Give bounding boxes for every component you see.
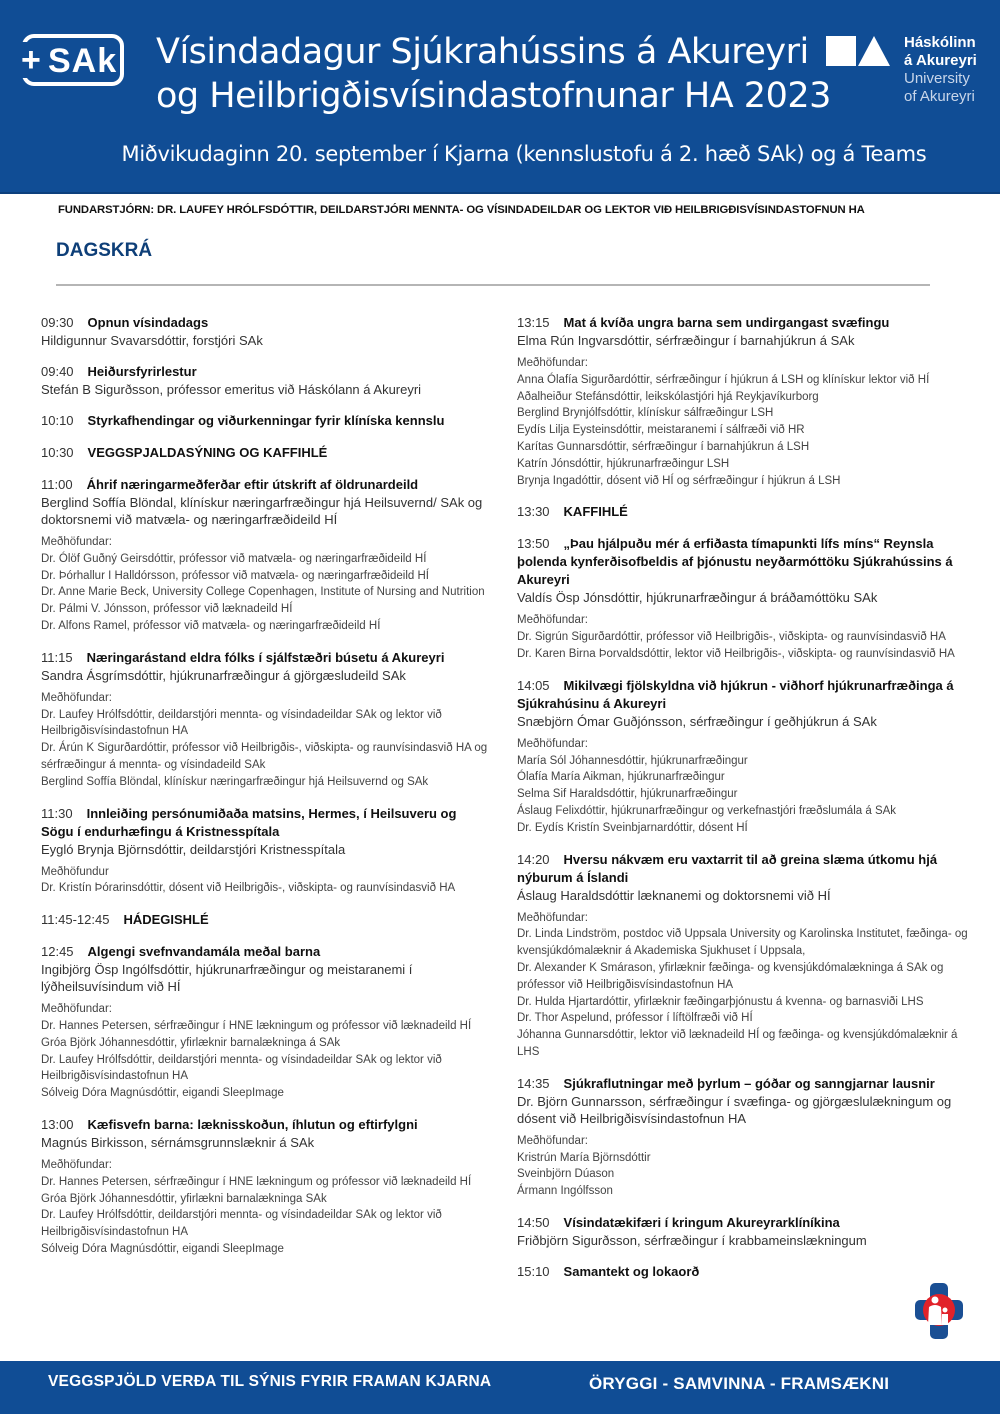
- coauthor: Dr. Pálmi V. Jónsson, prófessor við læknadeild HÍ: [41, 603, 293, 616]
- schedule-title: „Þau hjálpuðu mér á erfiðasta tímapunkti lífs míns“ Reynsla þolenda kynferðisofbeldis af þjónustu neyðarmóttöku Sjúkrahússins á Akureyri: [517, 536, 953, 588]
- schedule-item-header: [41, 649, 491, 667]
- schedule-item: [41, 363, 491, 398]
- schedule-title: HÁDEGISHLÉ: [123, 912, 209, 928]
- schedule-time: 14:05: [517, 677, 550, 693]
- coauthors-block: [517, 612, 982, 662]
- schedule-time: 11:30: [41, 805, 73, 821]
- schedule-title: Samantekt og lokaorð: [563, 1263, 700, 1279]
- coauthor: Selma Sif Haraldsdóttir, hjúkrunarfræðingur: [517, 788, 738, 801]
- university-name-line-2: á Akureyri: [904, 52, 977, 69]
- university-name-line-4: of Akureyri: [904, 88, 975, 105]
- coauthors-block: [41, 864, 491, 898]
- schedule-speaker: Eygló Brynja Björnsdóttir, deildarstjóri Kristnesspítala: [41, 841, 346, 857]
- schedule-item: [517, 535, 982, 662]
- coauthor: Brynja Ingadóttir, dósent við HÍ og sérfræðingur í hjúkrun á LSH: [517, 474, 841, 487]
- schedule-time: 12:45: [41, 944, 74, 960]
- schedule-speaker: Valdís Ösp Jónsdóttir, hjúkrunarfræðingur á bráðamóttöku SAk: [517, 590, 878, 606]
- coauthor: Aðalheiður Stefánsdóttir, leikskólastjóri hjá Reykjavíkurborg: [517, 390, 819, 403]
- title-line-1: Vísindadagur Sjúkrahússins á Akureyri: [156, 32, 809, 72]
- schedule-item: [41, 943, 491, 1102]
- schedule-item-header: [41, 1116, 491, 1134]
- coauthor: Sólveig Dóra Magnúsdóttir, eigandi SleepImage: [41, 1087, 284, 1100]
- schedule-title: Mikilvægi fjölskyldna við hjúkrun - viðhorf hjúkrunarfræðinga á Sjúkrahúsinu á Akureyri: [517, 677, 954, 711]
- schedule-title: Opnun vísindadags: [87, 315, 209, 330]
- coauthors-block: [517, 355, 982, 489]
- coauthor: Kristrún María Björnsdóttir: [517, 1151, 651, 1164]
- coauthor: Áslaug Felixdóttir, hjúkrunarfræðingur og verkefnastjóri fræðslumála á SAk: [517, 804, 897, 817]
- schedule-title: Hversu nákvæm eru vaxtarrit til að greina slæma útkomu hjá nýburum á Íslandi: [517, 851, 938, 885]
- schedule-time: 13:30: [517, 504, 550, 520]
- coauthor: Berglind Brynjólfsdóttir, klínískur sálfræðingur LSH: [517, 407, 774, 420]
- schedule-time: 14:50: [517, 1214, 550, 1230]
- section-title: DAGSKRÁ: [56, 240, 153, 261]
- schedule-item-header: [41, 476, 491, 494]
- triangle-icon: [858, 36, 890, 66]
- coauthors-block: [41, 1001, 491, 1102]
- schedule-item: [41, 412, 491, 430]
- sak-logo: [22, 34, 124, 86]
- coauthor: Sveinbjörn Dúason: [517, 1168, 615, 1181]
- schedule-item-header: [41, 805, 491, 841]
- schedule-item-header: [41, 444, 491, 462]
- schedule-speaker: Sandra Ásgrímsdóttir, hjúkrunarfræðingur á gjörgæsludeild SAk: [41, 667, 406, 683]
- schedule-title: Styrkafhendingar og viðurkenningar fyrir klíníska kennslu: [87, 413, 445, 428]
- event-subtitle: Miðvikudaginn 20. september í Kjarna (kennslustofu á 2. hæð SAk) og á Teams: [121, 142, 927, 166]
- schedule-item-header: [41, 412, 491, 430]
- schedule-item: [517, 1263, 982, 1281]
- schedule-title: Algengi svefnvandamála meðal barna: [87, 944, 321, 960]
- coauthors-block: [517, 736, 982, 837]
- schedule-title: Næringarástand eldra fólks í sjálfstæðri búsetu á Akureyri: [86, 649, 445, 665]
- schedule-time: 15:10: [517, 1263, 550, 1279]
- coauthors-label: Meðhöfundar:: [517, 357, 588, 369]
- schedule-item-header: [41, 943, 491, 961]
- schedule-speaker: Stefán B Sigurðsson, prófessor emeritus við Háskólann á Akureyri: [41, 382, 422, 397]
- schedule-speaker: Snæbjörn Ómar Guðjónsson, sérfræðingur í geðhjúkrun á SAk: [517, 713, 877, 729]
- footer-banner: [0, 1361, 1000, 1414]
- schedule-title: Vísindatækifæri í kringum Akureyrarklíníkina: [563, 1214, 840, 1230]
- schedule-time: 10:30: [41, 445, 74, 460]
- medical-cross-family-icon: [915, 1283, 963, 1339]
- meeting-chair: FUNDARSTJÓRN: DR. LAUFEY HRÓLFSDÓTTIR, DEILDARSTJÓRI MENNTA- OG VÍSINDADEILDAR OG LEKTOR VIÐ HEILBRIGÐISVÍSINDASTOFNUN HA: [58, 204, 865, 216]
- coauthor: Gróa Björk Jóhannesdóttir, yfirlæknir barnalækninga á SAk: [41, 1036, 341, 1049]
- schedule-speaker: Elma Rún Ingvarsdóttir, sérfræðingur í barnahjúkrun á SAk: [517, 333, 855, 348]
- coauthor: Berglind Soffía Blöndal, klínískur næringarfræðingur hjá Heilsuvernd og SAk: [41, 775, 429, 788]
- sak-logo-text: SAk: [48, 42, 118, 80]
- coauthor: Katrín Jónsdóttir, hjúkrunarfræðingur LSH: [517, 457, 730, 470]
- coauthor: Ármann Ingólfsson: [517, 1185, 613, 1198]
- schedule-item-header: [41, 363, 491, 381]
- schedule-speaker: Friðbjörn Sigurðsson, sérfræðingur í krabbameinslækningum: [517, 1232, 867, 1248]
- schedule-item: [41, 649, 491, 791]
- header-banner: [0, 0, 1000, 194]
- schedule-item-header: [517, 314, 982, 332]
- title-line-2: og Heilbrigðisvísindastofnunar HA 2023: [156, 76, 831, 116]
- event-title: [156, 30, 831, 118]
- coauthor: Karítas Gunnarsdóttir, sérfræðingur í barnahjúkrun á LSH: [517, 440, 810, 453]
- schedule-item-header: [517, 1075, 982, 1093]
- schedule-item: [41, 444, 491, 462]
- coauthors-label: Meðhöfundar:: [517, 911, 588, 924]
- coauthors-block: [41, 534, 491, 635]
- plus-icon: +: [21, 41, 41, 79]
- coauthor: Dr. Hannes Petersen, sérfræðingur í HNE lækningum og prófessor við læknadeild HÍ: [41, 1175, 472, 1188]
- coauthors-label: Meðhöfundar:: [517, 1134, 588, 1147]
- coauthors-label: Meðhöfundar:: [517, 614, 588, 627]
- coauthors-label: Meðhöfundur: [41, 865, 109, 878]
- schedule-title: Mat á kvíða ungra barna sem undirgangast svæfingu: [563, 315, 890, 330]
- schedule-time: 10:10: [41, 413, 74, 428]
- coauthor: Dr. Thor Aspelund, prófessor í líftölfræði við HÍ: [517, 1012, 753, 1025]
- coauthor: Anna Ólafía Sigurðardóttir, sérfræðingur í hjúkrun á LSH og klínískur lektor við HÍ: [517, 373, 930, 386]
- coauthors-block: [517, 910, 982, 1061]
- coauthor: Dr. Hulda Hjartardóttir, yfirlæknir fæðingarþjónustu á kvenna- og barnasviði LHS: [517, 995, 924, 1008]
- coauthor: Dr. Alfons Ramel, prófessor við matvæla- og næringarfræðideild HÍ: [41, 619, 381, 632]
- schedule-item-header: [41, 911, 491, 929]
- schedule-speaker: Hildigunnur Svavarsdóttir, forstjóri SAk: [41, 333, 263, 348]
- university-name-line-1: Háskólinn: [904, 34, 976, 51]
- schedule-title: KAFFIHLÉ: [563, 504, 628, 520]
- coauthor: Dr. Laufey Hrólfsdóttir, deildarstjóri mennta- og vísindadeildar SAk og lektor við Heilbrigðisvísindastofnun HA: [41, 1053, 442, 1083]
- schedule-item-header: [517, 677, 982, 713]
- schedule-time: 11:15: [41, 649, 73, 665]
- university-name-line-3: University: [904, 70, 970, 87]
- coauthors-block: [41, 1157, 491, 1258]
- schedule-time: 13:00: [41, 1116, 74, 1132]
- schedule-title: Sjúkraflutningar með þyrlum – góðar og sanngjarnar lausnir: [563, 1075, 935, 1091]
- schedule-item: [41, 805, 491, 898]
- coauthors-label: Meðhöfundar:: [41, 691, 112, 704]
- coauthor: Dr. Eydís Kristín Sveinbjarnardóttir, dósent HÍ: [517, 821, 748, 834]
- schedule-speaker: Berglind Soffía Blöndal, klínískur næringarfræðingur hjá Heilsuvernd/ SAk og doktorsnemi við matvæla- og næringarfræðideild HÍ: [41, 495, 483, 527]
- schedule-item: [517, 1075, 982, 1200]
- schedule-item: [517, 503, 982, 521]
- schedule-time: 11:00: [41, 477, 73, 492]
- footer-slogan: ÖRYGGI - SAMVINNA - FRAMSÆKNI: [589, 1374, 890, 1393]
- schedule-item-header: [517, 535, 982, 589]
- schedule-item-header: [517, 503, 982, 521]
- schedule-item: [41, 314, 491, 349]
- schedule-item: [41, 476, 491, 635]
- schedule-title: Innleiðing persónumiðaða matsins, Hermes, í Heilsuveru og Sögu í endurhæfingu á Kristnesspítala: [41, 805, 457, 839]
- coauthor: Dr. Kristín Þórarinsdóttir, dósent við Heilbrigðis-, viðskipta- og raunvísindasvið HA: [41, 882, 456, 895]
- coauthor: Sólveig Dóra Magnúsdóttir, eigandi SleepImage: [41, 1242, 284, 1255]
- schedule-time: 09:30: [41, 315, 74, 330]
- university-logo-text: [904, 34, 1000, 106]
- schedule-speaker: Áslaug Haraldsdóttir læknanemi og doktorsnemi við HÍ: [517, 887, 831, 903]
- coauthor: Dr. Hannes Petersen, sérfræðingur í HNE lækningum og prófessor við læknadeild HÍ: [41, 1019, 472, 1032]
- schedule-left-column: [41, 314, 491, 1272]
- schedule-title: Heiðursfyrirlestur: [87, 364, 197, 379]
- coauthors-block: [41, 690, 491, 791]
- schedule-item: [41, 911, 491, 929]
- coauthor: Dr. Laufey Hrólfsdóttir, deildarstjóri mennta- og vísindadeildar SAk og lektor við Heilbrigðisvísindastofnun HA: [41, 708, 442, 738]
- schedule-item: [517, 677, 982, 837]
- schedule-time: 14:20: [517, 851, 550, 867]
- coauthor: Dr. Karen Birna Þorvaldsdóttir, lektor við Heilbrigðis-, viðskipta- og raunvísindasvið HA: [517, 647, 955, 660]
- schedule-time: 11:45-12:45: [41, 912, 110, 928]
- coauthors-block: [517, 1133, 982, 1200]
- schedule-time: 14:35: [517, 1075, 550, 1091]
- coauthor: Dr. Ólöf Guðný Geirsdóttir, prófessor við matvæla- og næringarfræðideild HÍ: [41, 552, 427, 565]
- coauthor: Dr. Árún K Sigurðardóttir, prófessor við Heilbrigðis-, viðskipta- og raunvísindasvið HA og sérfræðingur á mennta- og vísindadeild SAk: [41, 742, 488, 771]
- coauthor: María Sól Jóhannesdóttir, hjúkrunarfræðingur: [517, 754, 748, 767]
- schedule-time: 13:50: [517, 536, 550, 552]
- schedule-right-column: [517, 314, 982, 1295]
- schedule-title: Áhrif næringarmeðferðar eftir útskrift af öldrunardeild: [86, 477, 419, 492]
- schedule-speaker: Dr. Björn Gunnarsson, sérfræðingur í svæfinga- og gjörgæslulækningum og dósent við Heilbrigðisvísindastofnun HA: [517, 1093, 952, 1126]
- coauthor: Dr. Linda Lindström, postdoc við Uppsala University og Karolinska Institutet, fæðinga- og kvensjúkdómalæknir á Akademiska Sjukhuset í Uppsala,: [517, 928, 968, 958]
- coauthors-label: Meðhöfundar:: [41, 536, 112, 548]
- coauthors-label: Meðhöfundar:: [517, 737, 588, 750]
- coauthor: Dr. Þórhallur I Halldórsson, prófessor við matvæla- og næringarfræðideild HÍ: [41, 569, 429, 582]
- schedule-time: 09:40: [41, 364, 74, 379]
- schedule-title: VEGGSPJALDASÝNING OG KAFFIHLÉ: [87, 445, 328, 460]
- coauthor: Dr. Laufey Hrólfsdóttir, deildarstjóri mennta- og vísindadeildar SAk og lektor við Heilbrigðisvísindastofnun HA: [41, 1209, 442, 1239]
- schedule-item-header: [517, 851, 982, 887]
- schedule-item: [517, 851, 982, 1061]
- schedule-title: Kæfisvefn barna: læknisskoðun, íhlutun og eftirfylgni: [87, 1116, 418, 1132]
- coauthor: Dr. Anne Marie Beck, University College Copenhagen, Institute of Nursing and Nutrition: [41, 586, 485, 599]
- schedule-time: 13:15: [517, 315, 550, 330]
- schedule-item-header: [517, 1214, 982, 1232]
- divider: [56, 284, 930, 286]
- coauthor: Gróa Björk Jóhannesdóttir, yfirlækni barnalækninga SAk: [41, 1192, 327, 1205]
- coauthors-label: Meðhöfundar:: [41, 1158, 112, 1171]
- coauthor: Dr. Sigrún Sigurðardóttir, prófessor við Heilbrigðis-, viðskipta- og raunvísindasvið HA: [517, 631, 946, 644]
- schedule-item: [517, 1214, 982, 1249]
- schedule-item-header: [517, 1263, 982, 1281]
- schedule-speaker: Magnús Birkisson, sérnámsgrunnslæknir á SAk: [41, 1134, 315, 1150]
- coauthor: Ólafía María Aikman, hjúkrunarfræðingur: [517, 771, 725, 784]
- coauthor: Jóhanna Gunnarsdóttir, lektor við læknadeild HÍ og fæðinga- og kvensjúkdómalæknir á LHS: [517, 1029, 958, 1058]
- schedule-speaker: Ingibjörg Ösp Ingólfsdóttir, hjúkrunarfræðingur og meistaranemi í lýðheilsuvísindum við HÍ: [41, 962, 413, 995]
- schedule-item: [517, 314, 982, 489]
- schedule-item: [41, 1116, 491, 1258]
- coauthor: Eydís Lilja Eysteinsdóttir, meistaranemi í sálfræði við HR: [517, 424, 805, 437]
- coauthor: Dr. Alexander K Smárason, yfirlæknir fæðinga- og kvensjúkdómalækninga á SAk og prófessor við Heilbrigðisvísindastofnun HA: [517, 961, 944, 991]
- square-icon: [826, 36, 856, 66]
- schedule-item-header: [41, 314, 491, 332]
- coauthors-label: Meðhöfundar:: [41, 1003, 112, 1016]
- footer-poster-note: VEGGSPJÖLD VERÐA TIL SÝNIS FYRIR FRAMAN KJARNA: [48, 1373, 492, 1390]
